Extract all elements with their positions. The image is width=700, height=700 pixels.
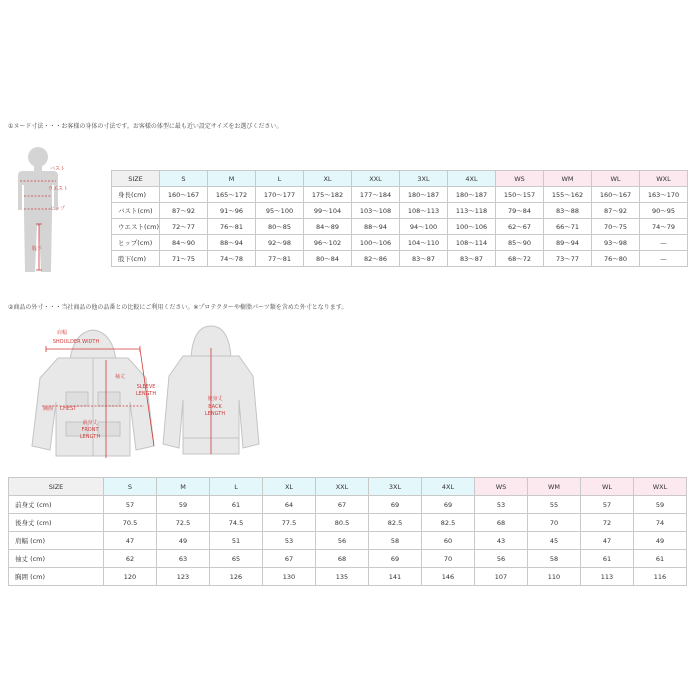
shoulder-en-label: SHOULDER WIDTH <box>52 339 100 345</box>
table-cell: 108～113 <box>400 203 448 219</box>
table-cell: 91～96 <box>208 203 256 219</box>
table-cell: 85～90 <box>496 235 544 251</box>
table-cell: 103～108 <box>352 203 400 219</box>
table-cell: 108～114 <box>448 235 496 251</box>
jacket-back-figure <box>155 318 265 466</box>
table-cell: 82.5 <box>369 514 422 532</box>
table-cell: 87～92 <box>592 203 640 219</box>
table-cell: 163～170 <box>640 187 688 203</box>
table-cell: 67 <box>316 496 369 514</box>
table-cell: 69 <box>369 550 422 568</box>
table-cell: 79～84 <box>496 203 544 219</box>
table-cell: 43 <box>475 532 528 550</box>
table-cell: 82.5 <box>422 514 475 532</box>
table-cell: 77～81 <box>256 251 304 267</box>
table-cell: 74～78 <box>208 251 256 267</box>
table-cell: 123 <box>157 568 210 586</box>
table-cell: 51 <box>210 532 263 550</box>
table-row <box>9 496 687 514</box>
size-header-cell: SIZE <box>112 171 160 187</box>
table-cell: 72～77 <box>160 219 208 235</box>
table-cell: 47 <box>104 532 157 550</box>
table-cell: 175～182 <box>304 187 352 203</box>
table-cell: 155～162 <box>544 187 592 203</box>
table-cell: 80～85 <box>256 219 304 235</box>
table-row <box>112 187 688 203</box>
table-row <box>9 568 687 586</box>
row-label: ヒップ(cm) <box>112 235 160 251</box>
table-cell: 160～167 <box>592 187 640 203</box>
size-col-wxl: WXL <box>640 171 688 187</box>
size-col-4xl: 4XL <box>422 478 475 496</box>
table-cell: 88～94 <box>352 219 400 235</box>
table-cell: 59 <box>634 496 687 514</box>
waist-label: ウエスト <box>48 186 69 192</box>
table-cell: 84～90 <box>160 235 208 251</box>
shoulder-jp-label: 肩幅 <box>56 330 68 336</box>
table-cell: 77.5 <box>263 514 316 532</box>
size-col-3xl: 3XL <box>369 478 422 496</box>
table-cell: 100～106 <box>352 235 400 251</box>
size-col-wm: WM <box>544 171 592 187</box>
table-cell: 59 <box>157 496 210 514</box>
row-label: 後身丈 (cm) <box>9 514 104 532</box>
table-cell: 68 <box>316 550 369 568</box>
table-cell: 83～88 <box>544 203 592 219</box>
row-label: バスト(cm) <box>112 203 160 219</box>
table-cell: 84～89 <box>304 219 352 235</box>
size-col-s: S <box>160 171 208 187</box>
table-cell: 180～187 <box>400 187 448 203</box>
size-col-ws: WS <box>475 478 528 496</box>
table-row <box>112 235 688 251</box>
chest-en-label: CHEST <box>59 406 77 412</box>
table-cell: 74～79 <box>640 219 688 235</box>
product-size-header-row <box>9 478 687 496</box>
back-en-label-1: BACK <box>208 404 222 410</box>
chest-jp-label: 胸囲 <box>42 406 54 412</box>
table-cell: 56 <box>475 550 528 568</box>
table-row <box>112 251 688 267</box>
table-cell: 150～157 <box>496 187 544 203</box>
size-col-xxl: XXL <box>352 171 400 187</box>
table-cell: 100～106 <box>448 219 496 235</box>
table-cell: 89～94 <box>544 235 592 251</box>
table-cell: 120 <box>104 568 157 586</box>
table-cell: 170～177 <box>256 187 304 203</box>
table-cell: 107 <box>475 568 528 586</box>
section2-heading: ②商品の外寸・・・当社商品の他の品番との比較にご利用ください。※プロテクターや樹脂パーツ類を含めた外寸となります。 <box>8 304 348 311</box>
table-cell: 90～95 <box>640 203 688 219</box>
row-label: 肩幅 (cm) <box>9 532 104 550</box>
table-cell: 104～110 <box>400 235 448 251</box>
nude-size-table <box>111 170 688 267</box>
table-cell: 63 <box>157 550 210 568</box>
table-cell: 70～75 <box>592 219 640 235</box>
table-cell: 62～67 <box>496 219 544 235</box>
table-cell: 83～87 <box>400 251 448 267</box>
jacket-front-figure <box>18 318 168 466</box>
table-cell: — <box>640 251 688 267</box>
size-col-xxl: XXL <box>316 478 369 496</box>
table-cell: 62 <box>104 550 157 568</box>
table-cell: 110 <box>528 568 581 586</box>
row-label: 胸囲 (cm) <box>9 568 104 586</box>
table-cell: 141 <box>369 568 422 586</box>
table-cell: — <box>640 235 688 251</box>
table-cell: 70 <box>422 550 475 568</box>
size-col-xl: XL <box>304 171 352 187</box>
table-cell: 60 <box>422 532 475 550</box>
table-cell: 53 <box>475 496 528 514</box>
table-cell: 61 <box>581 550 634 568</box>
table-cell: 57 <box>581 496 634 514</box>
table-row <box>112 219 688 235</box>
row-label: 袖丈 (cm) <box>9 550 104 568</box>
table-cell: 58 <box>369 532 422 550</box>
sleeve-en-label-2: LENGTH <box>135 391 157 397</box>
table-cell: 87～92 <box>160 203 208 219</box>
size-col-m: M <box>208 171 256 187</box>
section1-heading: ①ヌード寸法・・・お客様の身体の寸法です。お客様の体型に最も近い設定サイズをお選びください。 <box>8 123 283 130</box>
size-col-ws: WS <box>496 171 544 187</box>
table-cell: 70.5 <box>104 514 157 532</box>
table-cell: 177～184 <box>352 187 400 203</box>
body-silhouette-figure <box>0 140 110 285</box>
table-cell: 96～102 <box>304 235 352 251</box>
table-cell: 88～94 <box>208 235 256 251</box>
size-col-4xl: 4XL <box>448 171 496 187</box>
inseam-label: 股下 <box>32 246 43 252</box>
table-cell: 45 <box>528 532 581 550</box>
table-cell: 69 <box>422 496 475 514</box>
table-cell: 92～98 <box>256 235 304 251</box>
table-cell: 66～71 <box>544 219 592 235</box>
row-label: 股下(cm) <box>112 251 160 267</box>
table-cell: 113 <box>581 568 634 586</box>
table-cell: 82～86 <box>352 251 400 267</box>
table-cell: 80.5 <box>316 514 369 532</box>
product-size-table <box>8 477 687 586</box>
table-cell: 69 <box>369 496 422 514</box>
table-cell: 95～100 <box>256 203 304 219</box>
size-header-cell: SIZE <box>9 478 104 496</box>
front-en-label-2: LENGTH <box>79 434 101 440</box>
table-cell: 160～167 <box>160 187 208 203</box>
row-label: 身長(cm) <box>112 187 160 203</box>
back-en-label-2: LENGTH <box>204 411 226 417</box>
row-label: ウエスト(cm) <box>112 219 160 235</box>
table-cell: 94～100 <box>400 219 448 235</box>
size-col-l: L <box>210 478 263 496</box>
table-cell: 71～75 <box>160 251 208 267</box>
table-cell: 73～77 <box>544 251 592 267</box>
table-cell: 61 <box>210 496 263 514</box>
nude-size-header-row <box>112 171 688 187</box>
table-cell: 49 <box>157 532 210 550</box>
table-cell: 99～104 <box>304 203 352 219</box>
table-cell: 116 <box>634 568 687 586</box>
size-col-wl: WL <box>592 171 640 187</box>
table-cell: 47 <box>581 532 634 550</box>
row-label: 前身丈 (cm) <box>9 496 104 514</box>
table-row <box>9 532 687 550</box>
table-cell: 135 <box>316 568 369 586</box>
table-cell: 165～172 <box>208 187 256 203</box>
table-cell: 76～81 <box>208 219 256 235</box>
table-cell: 57 <box>104 496 157 514</box>
table-cell: 80～84 <box>304 251 352 267</box>
table-cell: 67 <box>263 550 316 568</box>
size-col-l: L <box>256 171 304 187</box>
table-cell: 113～118 <box>448 203 496 219</box>
table-cell: 93～98 <box>592 235 640 251</box>
table-cell: 72.5 <box>157 514 210 532</box>
table-cell: 68 <box>475 514 528 532</box>
table-row <box>112 203 688 219</box>
table-cell: 76～80 <box>592 251 640 267</box>
size-col-3xl: 3XL <box>400 171 448 187</box>
size-col-wm: WM <box>528 478 581 496</box>
table-cell: 61 <box>634 550 687 568</box>
front-jp-label: 前身丈 <box>82 420 98 426</box>
hip-label: ヒップ <box>50 206 65 212</box>
table-row <box>9 550 687 568</box>
table-cell: 68～72 <box>496 251 544 267</box>
table-row <box>9 514 687 532</box>
table-cell: 58 <box>528 550 581 568</box>
sleeve-en-label-1: SLEEVE <box>136 384 156 390</box>
table-cell: 72 <box>581 514 634 532</box>
back-jp-label: 後身丈 <box>207 396 223 402</box>
table-cell: 55 <box>528 496 581 514</box>
bust-label: バスト <box>50 166 66 172</box>
size-col-s: S <box>104 478 157 496</box>
table-cell: 70 <box>528 514 581 532</box>
sleeve-jp-label: 袖丈 <box>114 374 126 380</box>
size-col-xl: XL <box>263 478 316 496</box>
table-cell: 49 <box>634 532 687 550</box>
table-cell: 56 <box>316 532 369 550</box>
size-col-wl: WL <box>581 478 634 496</box>
size-col-m: M <box>157 478 210 496</box>
table-cell: 74 <box>634 514 687 532</box>
table-cell: 83～87 <box>448 251 496 267</box>
table-cell: 126 <box>210 568 263 586</box>
table-cell: 53 <box>263 532 316 550</box>
table-cell: 146 <box>422 568 475 586</box>
table-cell: 65 <box>210 550 263 568</box>
table-cell: 74.5 <box>210 514 263 532</box>
size-col-wxl: WXL <box>634 478 687 496</box>
table-cell: 180～187 <box>448 187 496 203</box>
front-en-label-1: FRONT <box>81 427 99 433</box>
table-cell: 130 <box>263 568 316 586</box>
table-cell: 64 <box>263 496 316 514</box>
